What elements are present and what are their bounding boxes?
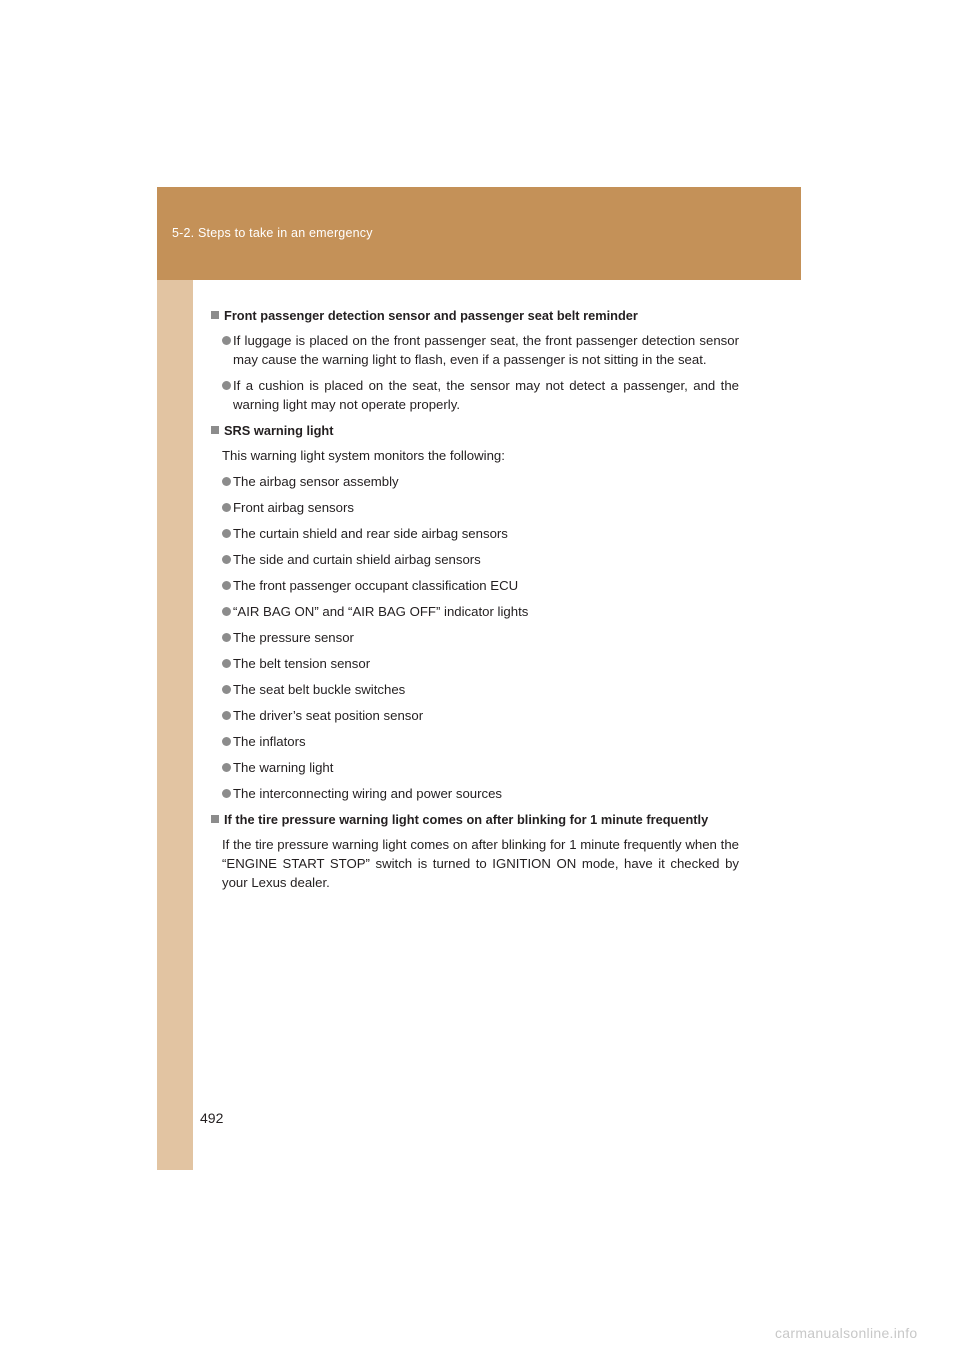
list-item: [211, 654, 739, 673]
list-item-text: If a cushion is placed on the seat, the sensor may not detect a passenger, and the warning light may not operate properly.: [233, 378, 739, 412]
heading-text: Front passenger detection sensor and passenger seat belt reminder: [224, 308, 638, 323]
section-heading: [211, 421, 739, 440]
list-item: [211, 376, 739, 414]
list-item: [211, 524, 739, 543]
circle-bullet-icon: [222, 685, 231, 694]
list-item-text: The warning light: [233, 760, 334, 775]
list-item-text: The front passenger occupant classification ECU: [233, 578, 519, 593]
square-bullet-icon: [211, 426, 219, 434]
list-item-text: The inflators: [233, 734, 306, 749]
square-bullet-icon: [211, 815, 219, 823]
circle-bullet-icon: [222, 477, 231, 486]
circle-bullet-icon: [222, 737, 231, 746]
list-item: [211, 628, 739, 647]
circle-bullet-icon: [222, 789, 231, 798]
circle-bullet-icon: [222, 607, 231, 616]
heading-text: SRS warning light: [224, 423, 334, 438]
list-item: [211, 706, 739, 725]
circle-bullet-icon: [222, 336, 231, 345]
side-strip: [157, 280, 193, 1170]
list-item: [211, 784, 739, 803]
section-title: 5-2. Steps to take in an emergency: [172, 226, 373, 240]
list-item: [211, 498, 739, 517]
circle-bullet-icon: [222, 581, 231, 590]
list-item-text: The seat belt buckle switches: [233, 682, 406, 697]
list-item: [211, 550, 739, 569]
circle-bullet-icon: [222, 381, 231, 390]
circle-bullet-icon: [222, 763, 231, 772]
section-heading: [211, 810, 739, 829]
section-body: If the tire pressure warning light comes on after blinking for 1 minute frequently when the “ENGINE START STOP” switch is turned to IGNITION ON mode, have it checked by your Lexus dealer.: [222, 837, 739, 890]
list-item-text: Front airbag sensors: [233, 500, 354, 515]
square-bullet-icon: [211, 311, 219, 319]
circle-bullet-icon: [222, 659, 231, 668]
list-item-text: The driver’s seat position sensor: [233, 708, 424, 723]
circle-bullet-icon: [222, 529, 231, 538]
list-item-text: The side and curtain shield airbag sensors: [233, 552, 481, 567]
list-item-text: The pressure sensor: [233, 630, 354, 645]
section-heading: [211, 306, 739, 325]
list-item-text: The interconnecting wiring and power sources: [233, 786, 503, 801]
list-item-text: The airbag sensor assembly: [233, 474, 399, 489]
list-item-text: The belt tension sensor: [233, 656, 371, 671]
list-item-text: “AIR BAG ON” and “AIR BAG OFF” indicator lights: [233, 604, 529, 619]
list-item: [211, 758, 739, 777]
circle-bullet-icon: [222, 633, 231, 642]
page-number: 492: [200, 1110, 224, 1126]
list-item: [211, 680, 739, 699]
watermark: carmanualsonline.info: [775, 1325, 918, 1341]
list-item-text: The curtain shield and rear side airbag sensors: [233, 526, 508, 541]
circle-bullet-icon: [222, 503, 231, 512]
heading-text: If the tire pressure warning light comes on after blinking for 1 minute frequently: [224, 812, 709, 827]
list-item: [211, 732, 739, 751]
list-item: [211, 602, 739, 621]
section-intro: This warning light system monitors the following:: [222, 448, 505, 463]
list-item: [211, 472, 739, 491]
list-item: [211, 576, 739, 595]
circle-bullet-icon: [222, 711, 231, 720]
list-item-text: If luggage is placed on the front passenger seat, the front passenger detection sensor may cause the warning light to flash, even if a passenger is not sitting in the seat.: [233, 333, 739, 367]
circle-bullet-icon: [222, 555, 231, 564]
page-content: [211, 306, 739, 899]
list-item: [211, 331, 739, 369]
